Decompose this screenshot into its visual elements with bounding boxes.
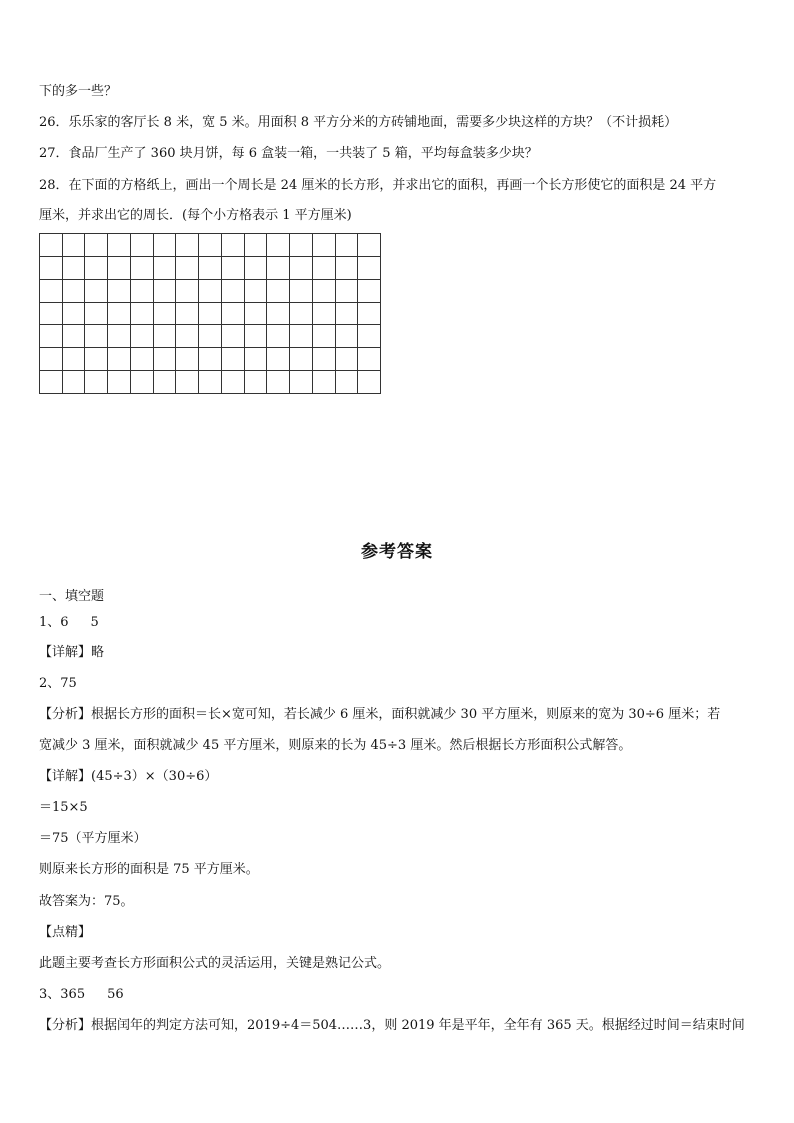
grid-cell [267,348,290,371]
grid-cell [176,325,199,348]
grid-cell [358,303,381,326]
grid-cell [313,348,336,371]
question-28-line-2: 厘米，并求出它的周长．(每个小方格表示 1 平方厘米) [39,208,352,223]
grid-cell [131,348,154,371]
question-27: 27．食品厂生产了 360 块月饼，每 6 盒装一箱，一共装了 5 箱，平均每盒装多少块？ [39,146,538,161]
grid-cell [358,234,381,257]
grid-cell [40,348,63,371]
grid-cell [131,371,154,394]
grid-cell [199,371,222,394]
answer-2-step-1: ＝15×5 [39,800,88,815]
grid-cell [108,325,131,348]
answer-3-value-2: 56 [107,987,124,1002]
grid-cell [290,325,313,348]
grid-cell [313,234,336,257]
grid-cell [154,325,177,348]
grid-cell [199,348,222,371]
grid-cell [336,234,359,257]
grid-cell [245,371,268,394]
grid-cell [85,371,108,394]
grid-cell [63,303,86,326]
grid-cell [176,371,199,394]
grid-cell [290,234,313,257]
grid-cell [154,348,177,371]
question-28-line-1: 28．在下面的方格纸上，画出一个周长是 24 厘米的长方形，并求出它的面积，再画一个长方形使它的面积是 24 平方 [39,178,717,193]
grid-cell [199,234,222,257]
grid-cell [336,280,359,303]
grid-cell [108,280,131,303]
answer-2: 2、75 [39,676,77,691]
grid-cell [154,280,177,303]
grid-cell [290,280,313,303]
grid-cell [85,348,108,371]
answer-2-analysis-line-1: 【分析】根据长方形的面积＝长×宽可知，若长减少 6 厘米，面积就减少 30 平方厘米，则原来的宽为 30÷6 厘米；若 [39,707,721,722]
grid-cell [176,280,199,303]
grid-cell [358,257,381,280]
grid-cell [358,325,381,348]
grid-cell [154,257,177,280]
grid-cell [40,371,63,394]
grid-cell [108,234,131,257]
grid-cell [85,234,108,257]
grid-cell [358,280,381,303]
square-grid-paper [39,233,381,394]
grid-cell [222,257,245,280]
grid-cell [40,325,63,348]
grid-cell [222,280,245,303]
answer-2-detail: 【详解】(45÷3）×（30÷6） [39,769,218,784]
grid-cell [63,234,86,257]
grid-cell [85,303,108,326]
answer-1-detail: 【详解】略 [39,645,105,660]
answer-2-tip-label: 【点精】 [39,925,92,940]
grid-cell [267,280,290,303]
grid-cell [176,303,199,326]
grid-cell [176,234,199,257]
grid-cell [336,348,359,371]
answer-1-value-1: 1、6 [39,615,69,630]
grid-cell [108,303,131,326]
grid-cell [358,371,381,394]
grid-cell [40,280,63,303]
section-fill-in-blanks: 一、填空题 [39,589,105,604]
grid-cell [245,325,268,348]
grid-cell [313,257,336,280]
answer-2-tip: 此题主要考查长方形面积公式的灵活运用，关键是熟记公式。 [39,956,391,971]
grid-cell [222,325,245,348]
answer-1 [39,615,99,631]
grid-cell [336,371,359,394]
grid-cell [245,303,268,326]
grid-cell [131,303,154,326]
grid-cell [154,371,177,394]
grid-cell [336,325,359,348]
grid-cell [199,325,222,348]
answer-3 [39,987,124,1003]
grid-cell [245,348,268,371]
grid-cell [108,348,131,371]
grid-cell [154,234,177,257]
grid-cell [154,303,177,326]
grid-cell [40,303,63,326]
grid-cell [313,303,336,326]
grid-cell [131,234,154,257]
grid-cell [199,257,222,280]
grid-cell [267,371,290,394]
grid-cell [63,257,86,280]
answer-1-value-2: 5 [90,615,99,630]
answer-2-result: 则原来长方形的面积是 75 平方厘米。 [39,862,259,877]
grid-cell [245,280,268,303]
grid-cell [131,257,154,280]
grid-cell [40,234,63,257]
grid-cell [176,348,199,371]
grid-cell [108,371,131,394]
grid-cell [40,257,63,280]
grid-cell [290,348,313,371]
grid-cell [336,257,359,280]
grid-cell [358,348,381,371]
grid-cell [222,371,245,394]
grid-cell [222,348,245,371]
grid-cell [63,371,86,394]
grid-cell [313,280,336,303]
grid-cell [290,257,313,280]
question-26: 26．乐乐家的客厅长 8 米，宽 5 米。用面积 8 平方分米的方砖铺地面，需要多少块这样的方块？（不计损耗） [39,115,678,130]
grid-cell [290,303,313,326]
grid-cell [85,280,108,303]
answer-key-title: 参考答案 [361,542,433,562]
answer-2-final: 故答案为：75。 [39,894,134,909]
grid-cell [222,303,245,326]
grid-cell [313,325,336,348]
grid-cell [313,371,336,394]
grid-cell [245,234,268,257]
grid-cell [245,257,268,280]
grid-cell [131,280,154,303]
grid-cell [267,325,290,348]
answer-2-step-2: ＝75（平方厘米） [39,831,147,846]
grid-cell [131,325,154,348]
grid-cell [336,303,359,326]
grid-cell [85,325,108,348]
grid-cell [199,303,222,326]
grid-cell [199,280,222,303]
grid-cell [108,257,131,280]
answer-2-analysis-line-2: 宽减少 3 厘米，面积就减少 45 平方厘米，则原来的长为 45÷3 厘米。然后根据长方形面积公式解答。 [39,738,632,753]
grid-cell [63,348,86,371]
answer-3-value-1: 3、365 [39,987,86,1002]
question-25-tail: 下的多一些？ [39,84,118,99]
grid-cell [267,303,290,326]
grid-cell [267,234,290,257]
grid-cell [63,280,86,303]
grid-cell [63,325,86,348]
grid-cell [222,234,245,257]
grid-cell [290,371,313,394]
grid-cell [85,257,108,280]
grid-cell [176,257,199,280]
answer-3-analysis: 【分析】根据闰年的判定方法可知，2019÷4＝504……3，则 2019 年是平年，全年有 365 天。根据经过时间＝结束时间 [39,1018,745,1033]
grid-cell [267,257,290,280]
